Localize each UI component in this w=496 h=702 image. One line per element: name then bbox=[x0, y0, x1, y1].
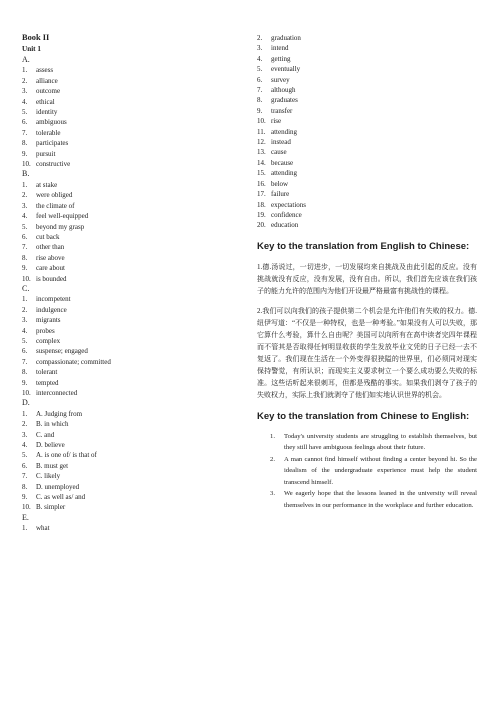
answer-text: probes bbox=[36, 326, 55, 335]
answer-text: compassionate; committed bbox=[36, 357, 111, 366]
answer-text: cause bbox=[271, 148, 287, 157]
answer-text: D. believe bbox=[36, 441, 65, 450]
answer-text: education bbox=[271, 221, 299, 230]
answer-text: eventually bbox=[271, 65, 301, 74]
answer-text: care about bbox=[36, 264, 65, 273]
answer-item: 4. ethical bbox=[22, 97, 55, 106]
answer-item: 3. the climate of bbox=[22, 201, 75, 210]
answer-item: 4. probes bbox=[22, 326, 55, 335]
answer-text: beyond my grasp bbox=[36, 222, 85, 231]
translation-paragraph-1: 1.德.汤说过，一切进步，一切发展均来自挑战及由此引起的反应。没有挑战就没有反应，没有发展，没有自由。所以，我们首先应该在我们孩子的能力允许的范围内为他们开设最严格最富有挑战性的课程。 bbox=[257, 262, 477, 295]
answer-item: 2. were obliged bbox=[22, 191, 73, 200]
answer-item: 1. what bbox=[22, 524, 50, 533]
answer-item: 2. indulgence bbox=[22, 305, 67, 314]
translation-text: Today's university students are struggling to establish themselves, but they still have ambiguous feelings about their future. bbox=[284, 432, 477, 452]
answer-text: feel well-equipped bbox=[36, 212, 89, 221]
answer-text: graduates bbox=[271, 96, 298, 105]
answer-text: rise bbox=[271, 117, 282, 126]
answer-text: A. Judging from bbox=[36, 409, 83, 418]
answer-item: 6. survey bbox=[257, 75, 290, 84]
answer-item: 6. suspense; engaged bbox=[22, 347, 88, 356]
answer-text: because bbox=[271, 158, 294, 167]
answer-item: 9. care about bbox=[22, 264, 65, 273]
translation-paragraph-2: 2.我们可以向我们的孩子提供第二个机会是允许他们有失败的权力。德.纽伊写道：“不仅是一种特权，也是一种考验。”如果没有人可以失败，那它算什么考验，算什么自由呢？美国可以向所有在高中读者完四年课程而不管其是否取得任何明显收获的学生发放毕业文凭的日子已经一去不复返了。我们现在生活在一个外变得很狭隘的世界里，们必须同对现实保持警觉，有所认识；而现实主义要求树立一个要么成功要么失败的标准。这些话听起来很刺耳，但都是残酷的事实。如果我们剥夺了孩子的失败权力，实际上我们就剥夺了他们如实地认识世界的机会。 bbox=[257, 306, 477, 399]
answer-item: 5. A. is one of/ is that of bbox=[22, 451, 97, 460]
answer-item: 13. cause bbox=[257, 148, 287, 157]
answer-text: graduation bbox=[271, 34, 301, 42]
answer-item: 2. alliance bbox=[22, 76, 58, 85]
answer-item: 10. is bounded bbox=[22, 274, 67, 283]
answer-item: 1. incompetent bbox=[22, 295, 71, 304]
answer-item: 10. interconnected bbox=[22, 389, 78, 397]
answer-text: attending bbox=[271, 169, 298, 178]
answer-text: is bounded bbox=[36, 274, 67, 283]
answer-item: 5. beyond my grasp bbox=[22, 222, 85, 231]
translation-item: 2. A man cannot find himself without finding a center beyond hi. So the idealism of the undergraduate experience must help the student transcend himself. bbox=[270, 455, 477, 486]
answer-text: what bbox=[36, 524, 50, 533]
answer-item: 4. D. believe bbox=[22, 441, 65, 450]
answer-text: B. in which bbox=[36, 420, 69, 429]
answer-item: 7. other than bbox=[22, 243, 65, 252]
answer-text: survey bbox=[271, 75, 290, 84]
answer-text: failure bbox=[271, 190, 290, 199]
answer-text: alliance bbox=[36, 76, 58, 85]
answer-text: B. must get bbox=[36, 461, 69, 470]
answer-text: transfer bbox=[271, 106, 293, 115]
answer-text: although bbox=[271, 86, 296, 95]
answer-item: 7. C. likely bbox=[22, 472, 61, 481]
answer-item: 5. eventually bbox=[257, 65, 301, 74]
answer-item: 15. attending bbox=[257, 169, 298, 178]
answer-text: C. likely bbox=[36, 472, 61, 481]
answer-item: 8. graduates bbox=[257, 96, 298, 105]
answer-item: 7. although bbox=[257, 86, 296, 95]
answer-text: indulgence bbox=[36, 305, 67, 314]
translation-text: We eagerly hope that the lessons leaned in the university will reveal themselves in our performance in the workplace and further education. bbox=[284, 490, 477, 509]
answer-text: A. is one of/ is that of bbox=[36, 451, 97, 460]
answer-text: ambiguous bbox=[36, 118, 67, 127]
answer-text: other than bbox=[36, 243, 65, 252]
section-answer-list bbox=[22, 180, 222, 284]
answer-text: pursuit bbox=[36, 149, 56, 158]
answer-item: 1. at stake bbox=[22, 180, 58, 189]
answer-text: at stake bbox=[36, 180, 58, 189]
answer-text: incompetent bbox=[36, 295, 71, 304]
section-answer-list bbox=[22, 294, 222, 398]
answer-sections bbox=[22, 55, 222, 534]
answer-text: C. as well as/ and bbox=[36, 493, 86, 502]
unit-title: Unit 1 bbox=[22, 45, 41, 53]
section-label: E. bbox=[22, 512, 29, 522]
translation-list bbox=[257, 431, 477, 512]
answer-item: 6. cut back bbox=[22, 232, 60, 241]
answer-text: B. simpler bbox=[36, 503, 66, 512]
answer-item: 9. transfer bbox=[257, 106, 293, 115]
answer-item: 5. identity bbox=[22, 108, 58, 117]
answer-text: were obliged bbox=[36, 191, 73, 200]
answer-text: below bbox=[271, 179, 289, 188]
answer-item: 4. feel well-equipped bbox=[22, 212, 89, 221]
answer-item: 11. attending bbox=[257, 127, 298, 136]
answer-item: 8. D. unemployed bbox=[22, 482, 80, 491]
answer-item: 7. tolerable bbox=[22, 128, 61, 137]
answer-item: 2. graduation bbox=[257, 34, 301, 42]
answer-text: C. and bbox=[36, 430, 55, 439]
answer-item: 12. instead bbox=[257, 138, 291, 147]
answer-item: 9. pursuit bbox=[22, 149, 56, 158]
answer-text: tolerant bbox=[36, 368, 58, 377]
answer-item: 9. C. as well as/ and bbox=[22, 493, 86, 502]
answer-item: 7. compassionate; committed bbox=[22, 357, 111, 366]
answer-item: 3. intend bbox=[257, 44, 289, 53]
heading-en-to-zh: Key to the translation from English to Chinese: bbox=[257, 240, 470, 252]
answer-text: tolerable bbox=[36, 128, 61, 137]
answer-text: ethical bbox=[36, 97, 55, 106]
answer-item: 20. education bbox=[257, 221, 299, 230]
answer-item: 5. complex bbox=[22, 336, 61, 345]
section-label: A. bbox=[22, 55, 30, 64]
answer-text: intend bbox=[271, 44, 289, 53]
answer-text: outcome bbox=[36, 87, 61, 96]
answer-text: tempted bbox=[36, 378, 59, 387]
section-label: D. bbox=[22, 398, 30, 408]
answer-item: 8. participates bbox=[22, 139, 69, 148]
answer-item: 3. migrants bbox=[22, 316, 61, 325]
answer-text: getting bbox=[271, 54, 291, 63]
answer-item: 3. outcome bbox=[22, 87, 61, 96]
section-label: B. bbox=[22, 169, 30, 179]
book-title: Book II bbox=[22, 33, 50, 42]
answer-text: interconnected bbox=[36, 389, 78, 397]
answer-text: D. unemployed bbox=[36, 482, 80, 491]
translation-item: 3. We eagerly hope that the lessons leaned in the university will reveal themselves in our performance in the workplace and further education. bbox=[270, 490, 477, 509]
answer-item: 3. C. and bbox=[22, 430, 55, 439]
answer-item: 9. tempted bbox=[22, 378, 59, 387]
answer-text: confidence bbox=[271, 210, 302, 219]
heading-zh-to-en: Key to the translation from Chinese to English: bbox=[257, 410, 470, 422]
answer-item: 18. expectations bbox=[257, 200, 306, 209]
answer-text: constructive bbox=[36, 160, 71, 169]
answer-item: 8. tolerant bbox=[22, 368, 58, 377]
left-column bbox=[22, 33, 222, 534]
answer-item: 1. assess bbox=[22, 66, 54, 75]
answer-text: cut back bbox=[36, 232, 60, 241]
answer-text: attending bbox=[271, 127, 298, 136]
answer-text: complex bbox=[36, 336, 61, 345]
answer-item: 10. rise bbox=[257, 117, 282, 126]
section-answer-list bbox=[22, 409, 222, 513]
answer-item: 14. because bbox=[257, 158, 294, 167]
answer-item: 17. failure bbox=[257, 190, 290, 199]
translation-text: A man cannot find himself without finding a center beyond hi. So the idealism of the undergraduate experience must help the student transcend himself. bbox=[284, 455, 477, 486]
section-answer-list bbox=[22, 523, 222, 533]
answer-text: expectations bbox=[271, 200, 306, 209]
answer-item: 4. getting bbox=[257, 54, 291, 63]
section-answer-list bbox=[22, 65, 222, 169]
answer-text: instead bbox=[271, 138, 291, 147]
answer-text: migrants bbox=[36, 316, 61, 325]
answer-text: assess bbox=[36, 66, 54, 75]
answer-text: rise above bbox=[36, 253, 65, 262]
answer-item: 16. below bbox=[257, 179, 289, 188]
answer-item: 10. constructive bbox=[22, 160, 71, 169]
answer-item: 6. ambiguous bbox=[22, 118, 67, 127]
answer-text: suspense; engaged bbox=[36, 347, 88, 356]
answer-item: 10. B. simpler bbox=[22, 503, 66, 512]
section-label: C. bbox=[22, 283, 30, 293]
answer-item: 1. A. Judging from bbox=[22, 409, 83, 418]
answer-text: the climate of bbox=[36, 201, 75, 210]
answer-item: 6. B. must get bbox=[22, 461, 69, 470]
translation-item: 1. Today's university students are struggling to establish themselves, but they still have ambiguous feelings about their future. bbox=[270, 432, 477, 452]
right-column bbox=[257, 33, 477, 511]
answer-item: 19. confidence bbox=[257, 210, 302, 219]
answer-text: participates bbox=[36, 139, 69, 148]
answer-list-e bbox=[257, 33, 477, 231]
answer-text: identity bbox=[36, 108, 58, 117]
answer-item: 2. B. in which bbox=[22, 420, 69, 429]
answer-item: 8. rise above bbox=[22, 253, 65, 262]
